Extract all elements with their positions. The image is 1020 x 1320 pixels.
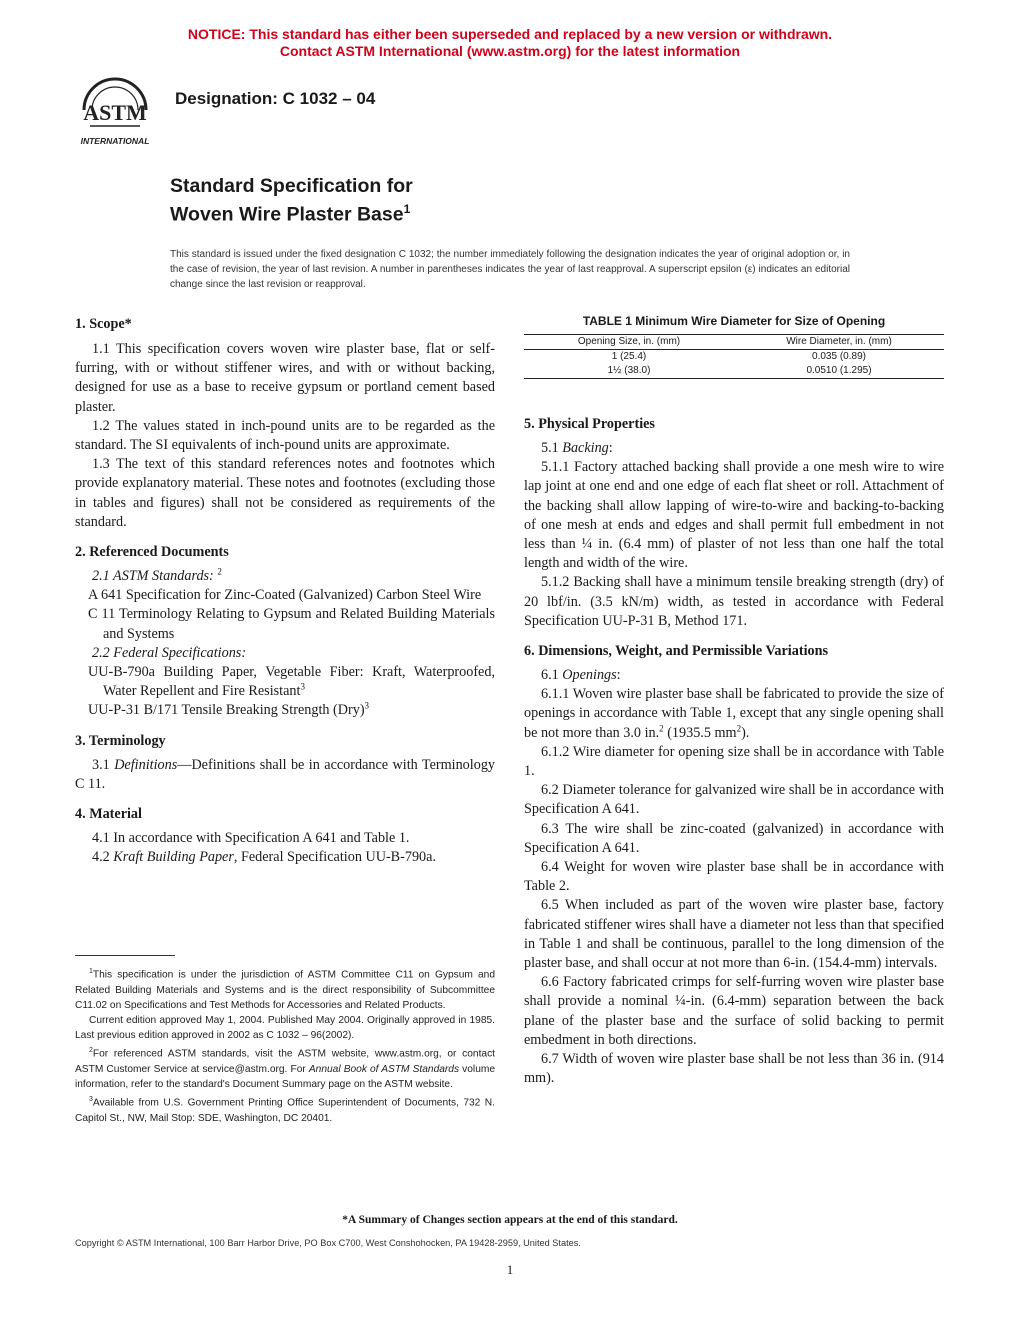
designation: Designation: C 1032 – 04 bbox=[175, 89, 376, 108]
para-1-2: 1.2 The values stated in inch-pound units are to be regarded as the standard. The SI equivalents of inch-pound units are approximate. bbox=[75, 417, 495, 454]
para-6-7: 6.7 Width of woven wire plaster base shall be not less than 36 in. (914 mm). bbox=[524, 1051, 944, 1087]
table-row bbox=[524, 364, 944, 378]
title-line-1: Standard Specification for bbox=[170, 175, 413, 197]
para-6-1-suffix: : bbox=[616, 667, 621, 684]
astm-standards-mark: 2 bbox=[217, 566, 222, 577]
table-header-cell: Wire Diameter, in. (mm) bbox=[786, 336, 892, 347]
para-4-2-term: Kraft Building Paper bbox=[113, 849, 234, 866]
section-1-heading: 1. Scope* bbox=[75, 316, 132, 332]
para-6-2: 6.2 Diameter tolerance for galvanized wire shall be in accordance with Specification A 641. bbox=[524, 782, 944, 818]
para-1-3: 1.3 The text of this standard references notes and footnotes which provide explanatory material. These notes and footnotes (excluding those in tables and figures) shall not be considered as requirements of the standard. bbox=[75, 456, 495, 530]
footnote-2-mark: 2 bbox=[89, 1047, 93, 1055]
para-3-1-num: 3.1 bbox=[92, 756, 110, 773]
notice-line-1: NOTICE: This standard has either been superseded and replaced by a new version or withdrawn. bbox=[187, 26, 833, 42]
para-6-1-1-sup: 2 bbox=[736, 722, 742, 733]
footnote-1-text: This specification is under the jurisdiction of ASTM Committee C11 on Gypsum and Related Building Materials and Systems and is the direct responsibility of Subcommittee C11.02 on Specifications and Test Methods for Accessories and Related Products. bbox=[75, 969, 495, 1011]
para-6-1 bbox=[524, 666, 944, 685]
table-cell: 1½ (38.0) bbox=[607, 365, 651, 376]
section-4-heading: 4. Material bbox=[75, 806, 142, 823]
para-3-1-text: —Definitions shall be in accordance with Terminology C 11. bbox=[75, 756, 496, 792]
para-5-1-2: 5.1.2 Backing shall have a minimum tensile breaking strength (dry) of 20 lbf/in. (3.5 kN/m) width, as tested in accordance with Federal Specification UU-P-31 B, Method 171. bbox=[524, 574, 944, 629]
para-6-1-term: Openings bbox=[562, 667, 617, 684]
table-header-row bbox=[524, 335, 944, 350]
footnote-divider bbox=[75, 955, 175, 956]
para-3-1-term: Definitions bbox=[114, 756, 178, 773]
para-6-1-1 bbox=[524, 685, 944, 743]
para-4-2-text: , Federal Specification UU-B-790a. bbox=[233, 849, 436, 866]
table-cell: 1 (25.4) bbox=[611, 351, 647, 362]
para-6-6: 6.6 Factory fabricated crimps for self-furring woven wire plaster base shall provide a nominal ¼-in. (6.4-mm) separation between the back plane of the plaster base and the surface of solid backing to permit embedment in both directions. bbox=[524, 974, 944, 1048]
table-header-cell: Opening Size, in. (mm) bbox=[577, 336, 681, 347]
footnote-2-text: For referenced ASTM standards, visit the ASTM website, www.astm.org, or contact ASTM Customer Service at service@astm.org. For bbox=[75, 1048, 495, 1075]
para-5-1-suffix: : bbox=[608, 440, 613, 456]
footnote-2-book-title: Annual Book of ASTM Standards bbox=[308, 1064, 460, 1075]
footnote-2 bbox=[75, 1043, 495, 1092]
para-3-1 bbox=[75, 756, 495, 794]
para-5-1-1: 5.1.1 Factory attached backing shall provide a one mesh wire to wire lap joint at one end and one edge of each flat sheet or roll. Attachment of the backing shall allow lapping of wire-to-wire and backing-to-backing of one mesh at ends and edges and shall permit full embedment in not less than ¼ in. (6.4 mm) of plaster of not less than one half the total length and width of the wire. bbox=[524, 459, 944, 572]
para-6-1-2: 6.1.2 Wire diameter for opening size shall be in accordance with Table 1. bbox=[524, 743, 944, 780]
para-6-4: 6.4 Weight for woven wire plaster base shall be in accordance with Table 2. bbox=[524, 859, 944, 895]
para-6-1-1-text: 6.1.1 Woven wire plaster base shall be fabricated to provide the size of openings in accordance with Table 1, except that any single opening shall be not more than 3.0 in. bbox=[524, 686, 944, 741]
para-6-1-1-end: ). bbox=[741, 724, 750, 741]
table-cell: 0.035 (0.89) bbox=[812, 351, 866, 362]
logo-subtext: INTERNATIONAL bbox=[80, 136, 150, 146]
title-footnote-mark: 1 bbox=[403, 202, 411, 216]
table-1 bbox=[524, 334, 944, 379]
footnote-1-edition: Current edition approved May 1, 2004. Published May 2004. Originally approved in 1985. Last previous edition approved in 2002 as C 1032 – 96(2002). bbox=[75, 1015, 495, 1042]
title-line-2: Woven Wire Plaster Base bbox=[170, 203, 404, 226]
table-1-title: TABLE 1 Minimum Wire Diameter for Size of Opening bbox=[582, 314, 886, 328]
para-6-1-1-metric: (1935.5 mm bbox=[663, 724, 737, 741]
para-4-2-num: 4.2 bbox=[92, 849, 110, 866]
section-6-heading: 6. Dimensions, Weight, and Permissible Variations bbox=[524, 643, 829, 660]
footnote-2-text-end: volume information, refer to the standard's Document Summary page on the ASTM website. bbox=[75, 1064, 496, 1091]
right-column bbox=[524, 415, 944, 1089]
footnote-3-mark: 3 bbox=[89, 1096, 93, 1104]
issued-note: This standard is issued under the fixed designation C 1032; the number immediately following the designation indicates the year of original adoption or, in the case of revision, the year of last revision. A number in parentheses indicates the year of last reapproval. A superscript epsilon (ε) indicates an editorial change since the last revision or reapproval. bbox=[170, 249, 850, 290]
footnote-3 bbox=[75, 1092, 495, 1126]
page-number: 1 bbox=[506, 1262, 514, 1277]
para-4-2 bbox=[75, 848, 495, 867]
ref-a641: A 641 Specification for Zinc-Coated (Galvanized) Carbon Steel Wire bbox=[88, 587, 482, 604]
left-column bbox=[75, 315, 495, 867]
para-1-1: 1.1 This specification covers woven wire plaster base, flat or self-furring, with or without stiffener wires, and with or without backing, designed for use as a base to receive gypsum or portland cement based plaster. bbox=[75, 341, 495, 415]
notice-line-2: Contact ASTM International (www.astm.org) for the latest information bbox=[279, 43, 741, 59]
section-3-heading: 3. Terminology bbox=[75, 732, 166, 749]
para-4-1: 4.1 In accordance with Specification A 641 and Table 1. bbox=[92, 830, 410, 847]
withdrawal-notice bbox=[0, 26, 1020, 60]
para-6-3: 6.3 The wire shall be zinc-coated (galvanized) in accordance with Specification A 641. bbox=[524, 820, 944, 856]
para-5-1-term: Backing bbox=[562, 440, 609, 456]
footnote-1 bbox=[75, 964, 495, 1013]
ref-c11: C 11 Terminology Relating to Gypsum and Related Building Materials and Systems bbox=[88, 606, 495, 642]
summary-note: *A Summary of Changes section appears at the end of this standard. bbox=[342, 1214, 678, 1226]
federal-specs-label: 2.2 Federal Specifications: bbox=[92, 644, 247, 661]
ref-uu-b-790a-mark: 3 bbox=[300, 681, 305, 692]
footnote-3-text: Available from U.S. Government Printing Office Superintendent of Documents, 732 N. Capitol St., NW, Mail Stop: SDE, Washington, DC 20401. bbox=[75, 1097, 495, 1124]
astm-international-logo bbox=[72, 76, 162, 150]
para-6-5: 6.5 When included as part of the woven wire plaster base, factory fabricated stiffener wires shall have a diameter not less than that specified in Table 1 and shall be continuous, parallel to the long dimension of the plaster base, and shall occur at not more than 6-in. (154.4-mm) intervals. bbox=[524, 897, 944, 972]
ref-uu-b-790a: UU-B-790a Building Paper, Vegetable Fiber: Kraft, Waterproofed, Water Repellent and Fire Resistant bbox=[88, 664, 495, 700]
para-6-1-num: 6.1 bbox=[541, 667, 559, 684]
ref-uu-p-31: UU-P-31 B/171 Tensile Breaking Strength (Dry) bbox=[88, 702, 365, 719]
section-2-heading: 2. Referenced Documents bbox=[75, 544, 229, 561]
para-5-1 bbox=[524, 439, 944, 458]
copyright: Copyright © ASTM International, 100 Barr Harbor Drive, PO Box C700, West Conshohocken, PA 19428-2959, United States. bbox=[75, 1238, 581, 1248]
astm-standards-label: 2.1 ASTM Standards: bbox=[92, 568, 214, 585]
para-6-1-1-sup: 2 bbox=[659, 722, 664, 733]
table-cell: 0.0510 (1.295) bbox=[806, 365, 872, 376]
table-row bbox=[524, 350, 944, 364]
footnote-1-mark: 1 bbox=[89, 968, 93, 975]
document-title bbox=[170, 175, 413, 227]
para-5-1-num: 5.1 bbox=[541, 440, 559, 456]
footnotes bbox=[75, 964, 495, 1126]
logo-wordmark: ASTM bbox=[83, 100, 147, 125]
section-5-heading: 5. Physical Properties bbox=[524, 416, 655, 432]
ref-uu-p-31-mark: 3 bbox=[364, 700, 370, 711]
